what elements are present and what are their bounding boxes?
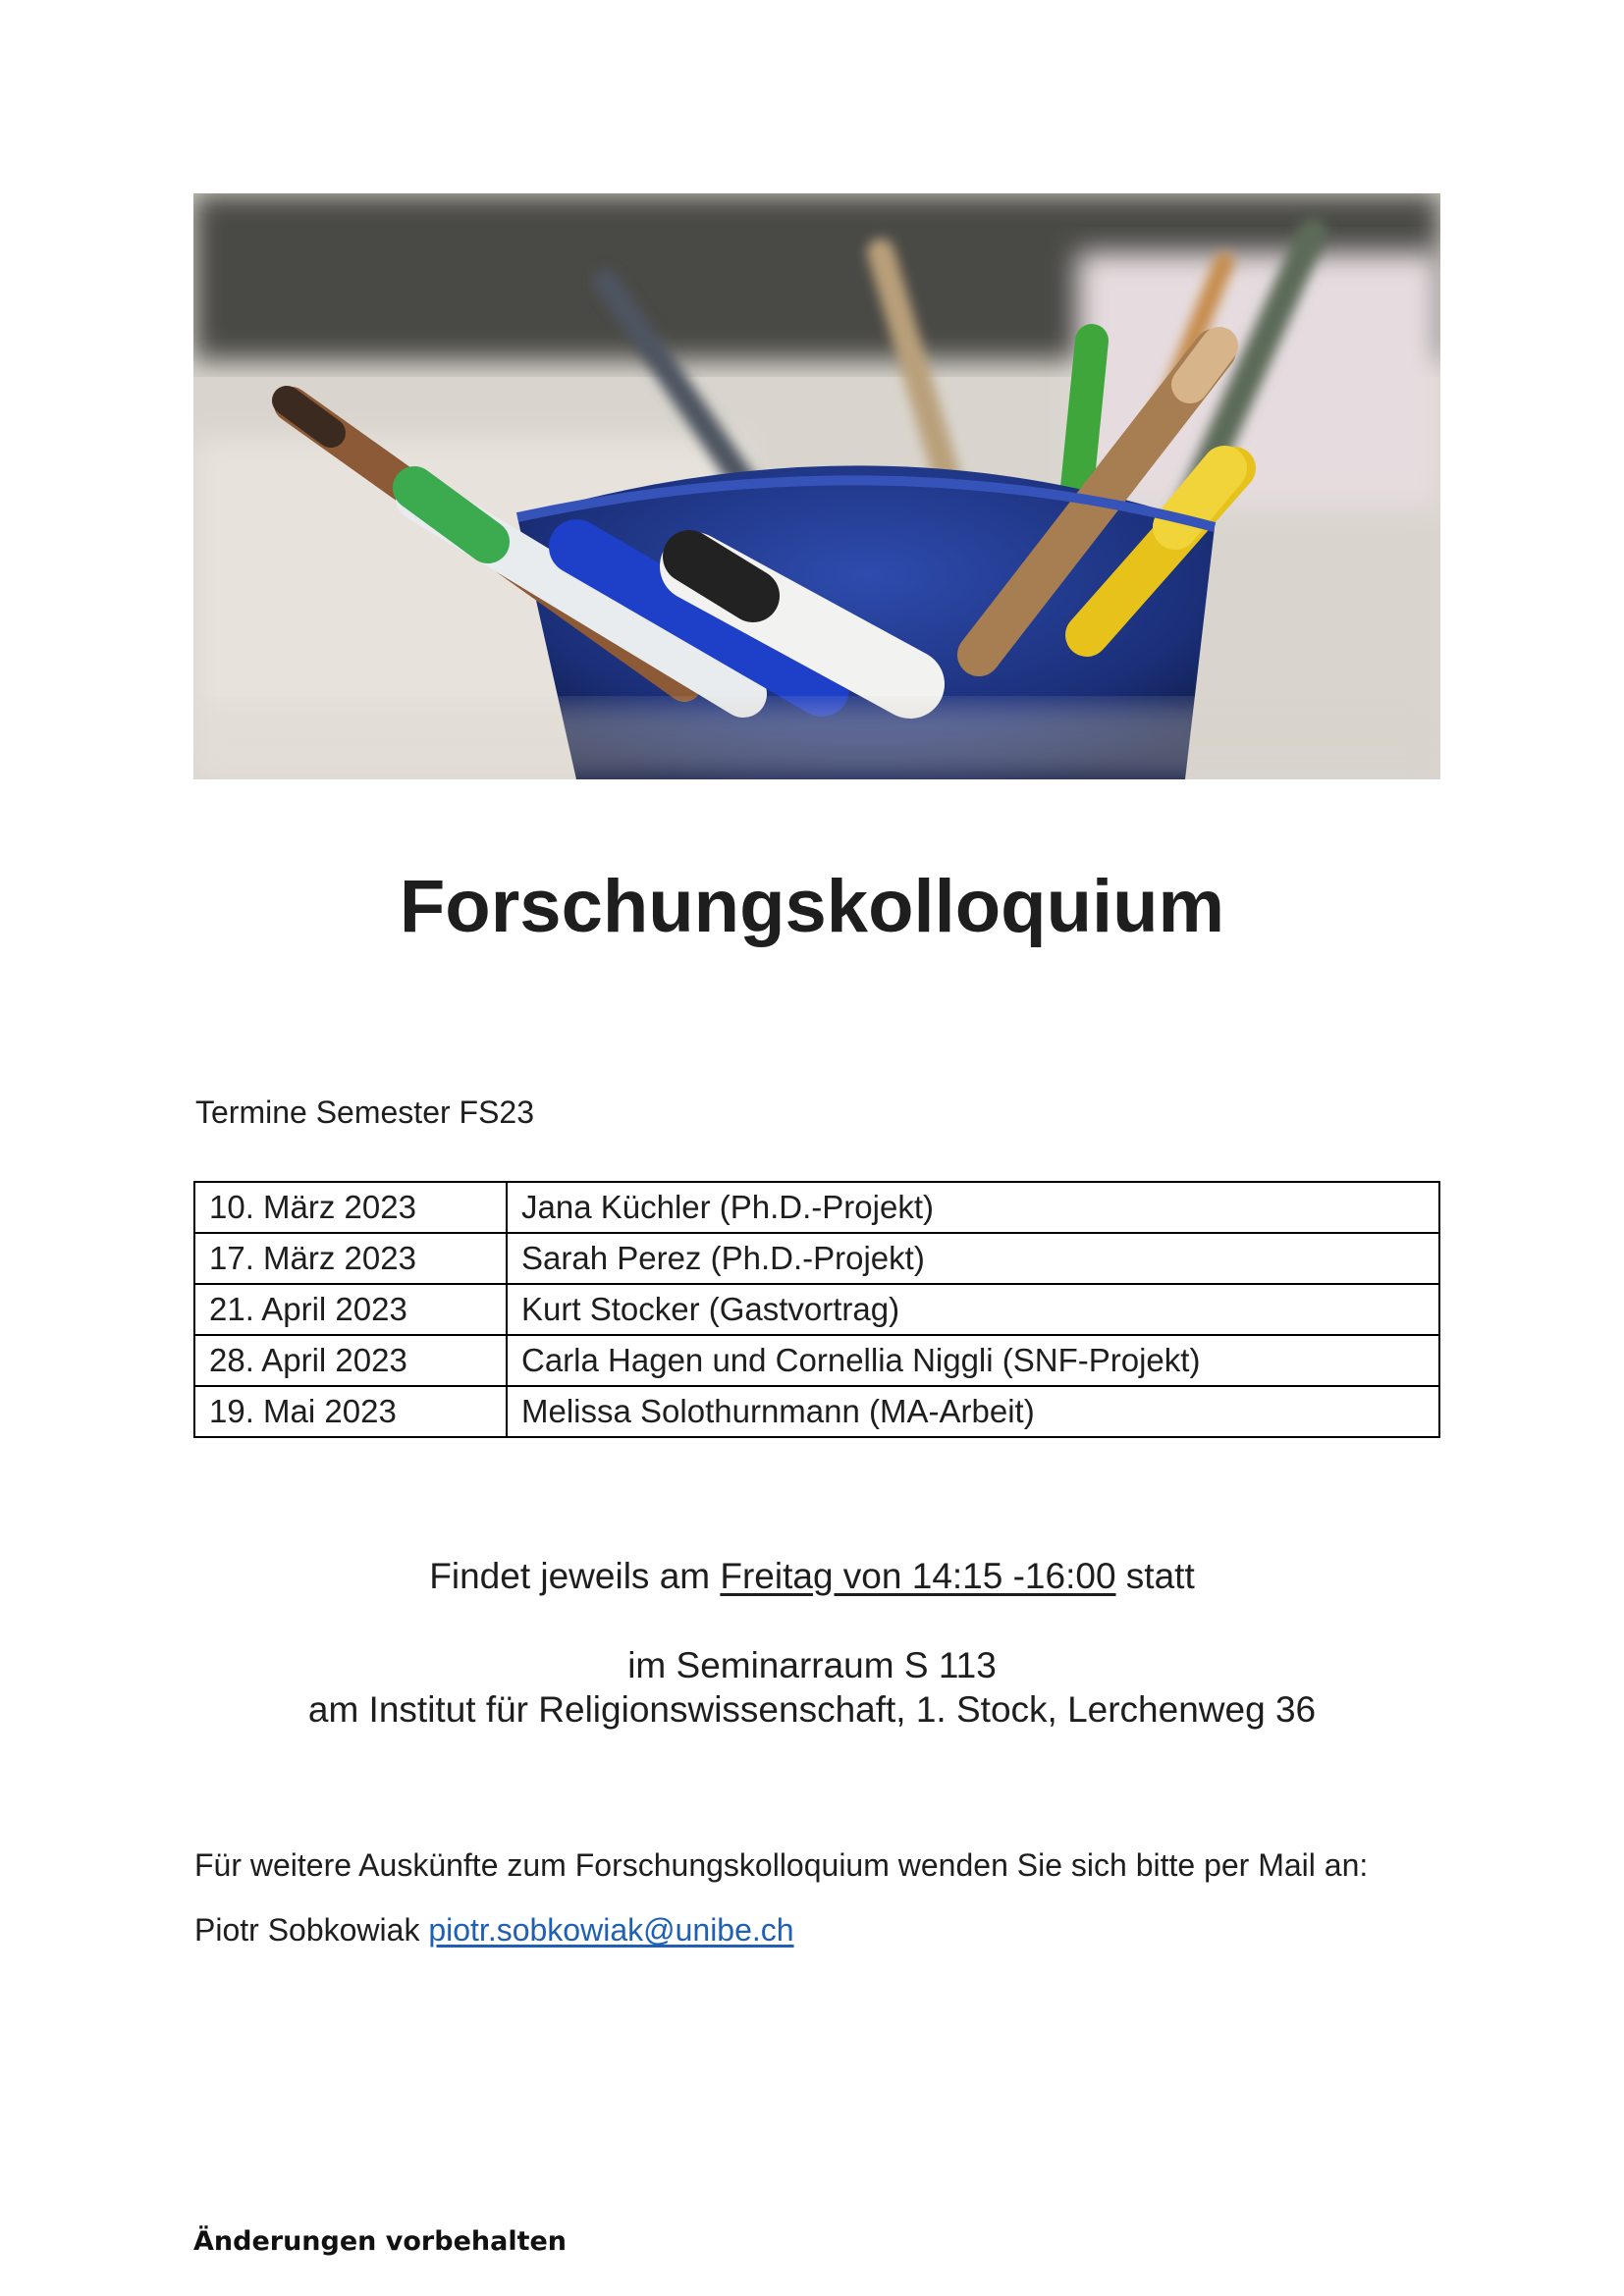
schedule-entry: Carla Hagen und Cornellia Niggli (SNF-Projekt): [507, 1335, 1439, 1386]
table-row: [194, 1386, 1439, 1437]
schedule-date: 17. März 2023: [194, 1233, 507, 1284]
schedule-date: 10. März 2023: [194, 1182, 507, 1233]
table-row: [194, 1284, 1439, 1335]
time-info-prefix: Findet jeweils am: [429, 1556, 721, 1596]
time-info: [0, 1556, 1624, 1597]
schedule-date: 19. Mai 2023: [194, 1386, 507, 1437]
schedule-date: 28. April 2023: [194, 1335, 507, 1386]
table-row: [194, 1233, 1439, 1284]
semester-subtitle: Termine Semester FS23: [195, 1095, 535, 1130]
schedule-entry: Kurt Stocker (Gastvortrag): [507, 1284, 1439, 1335]
schedule-entry: Jana Küchler (Ph.D.-Projekt): [507, 1182, 1439, 1233]
location-address: am Institut für Religionswissenschaft, 1. Stock, Lerchenweg 36: [307, 1689, 1317, 1730]
time-info-highlight: Freitag von 14:15 -16:00: [720, 1556, 1116, 1596]
schedule-entry: Melissa Solothurnmann (MA-Arbeit): [507, 1386, 1439, 1437]
contact-line: [194, 1912, 794, 1949]
page-title: Forschungskolloquium: [399, 865, 1225, 948]
table-row: [194, 1182, 1439, 1233]
table-row: [194, 1335, 1439, 1386]
location-room: im Seminarraum S 113: [627, 1645, 997, 1685]
contact-email-link[interactable]: piotr.sobkowiak@unibe.ch: [428, 1912, 794, 1948]
schedule-entry: Sarah Perez (Ph.D.-Projekt): [507, 1233, 1439, 1284]
contact-name: Piotr Sobkowiak: [194, 1912, 420, 1948]
time-info-suffix: statt: [1115, 1556, 1195, 1596]
pencil-cup-photo: [193, 193, 1440, 779]
schedule-table: [193, 1181, 1440, 1438]
schedule-date: 21. April 2023: [194, 1284, 507, 1335]
contact-intro: Für weitere Auskünfte zum Forschungskolloquium wenden Sie sich bitte per Mail an:: [194, 1847, 1369, 1883]
footer-note: Änderungen vorbehalten: [193, 2226, 568, 2257]
